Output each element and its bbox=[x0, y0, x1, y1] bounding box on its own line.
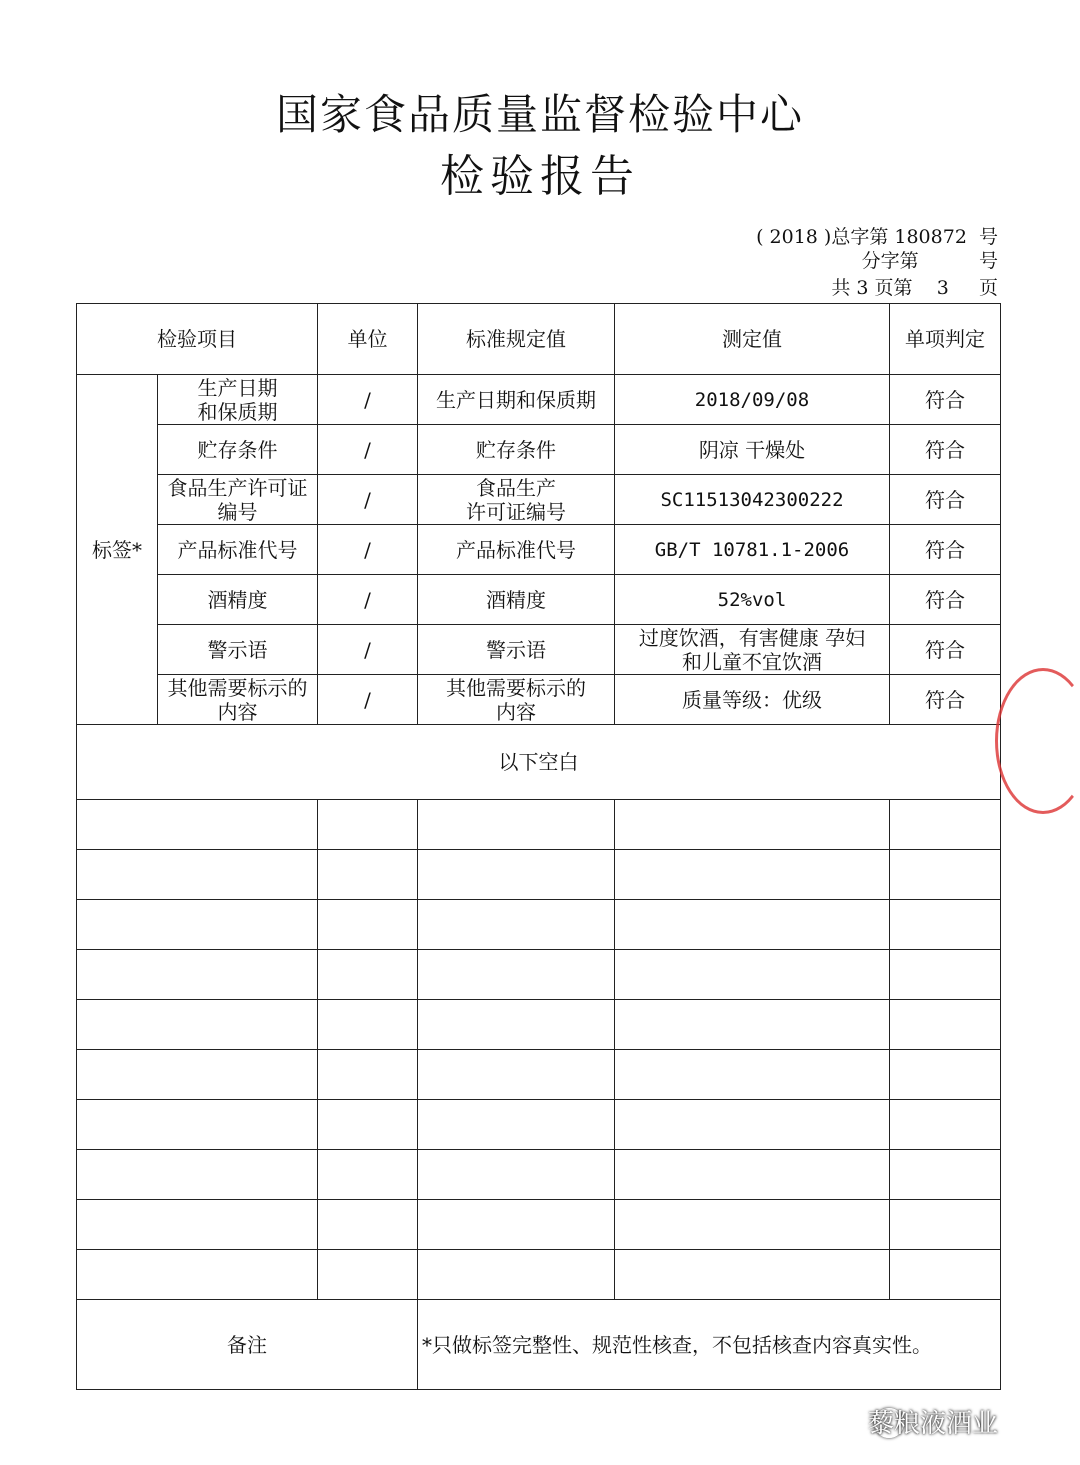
empty-cell bbox=[318, 850, 418, 900]
empty-cell bbox=[615, 850, 890, 900]
unit-cell: / bbox=[318, 575, 418, 625]
official-seal bbox=[995, 668, 1080, 814]
table-row bbox=[77, 425, 1001, 475]
empty-cell bbox=[318, 1000, 418, 1050]
empty-row bbox=[77, 850, 1001, 900]
empty-cell bbox=[77, 1050, 318, 1100]
center-title: 国家食品质量监督检验中心 bbox=[275, 90, 804, 139]
report-title: 检验报告 bbox=[440, 151, 640, 202]
standard-cell: 其他需要标示的 内容 bbox=[418, 675, 615, 725]
judgement-cell: 符合 bbox=[890, 625, 1001, 675]
empty-cell bbox=[77, 1000, 318, 1050]
header-unit: 单位 bbox=[318, 304, 418, 375]
empty-cell bbox=[418, 800, 615, 850]
group-label: 标签* bbox=[77, 375, 158, 725]
unit-cell: / bbox=[318, 475, 418, 525]
judgement-cell: 符合 bbox=[890, 425, 1001, 475]
standard-cell: 酒精度 bbox=[418, 575, 615, 625]
empty-cell bbox=[615, 800, 890, 850]
empty-cell bbox=[318, 1050, 418, 1100]
measured-cell: 阴凉 干燥处 bbox=[615, 425, 890, 475]
empty-row bbox=[77, 950, 1001, 1000]
table-row bbox=[77, 375, 1001, 425]
empty-cell bbox=[890, 1000, 1001, 1050]
standard-cell: 产品标准代号 bbox=[418, 525, 615, 575]
judgement-cell: 符合 bbox=[890, 525, 1001, 575]
empty-cell bbox=[890, 850, 1001, 900]
item-cell: 生产日期 和保质期 bbox=[158, 375, 318, 425]
standard-cell: 生产日期和保质期 bbox=[418, 375, 615, 425]
empty-cell bbox=[77, 1250, 318, 1300]
empty-cell bbox=[615, 1150, 890, 1200]
inspection-table bbox=[76, 303, 1001, 1390]
remark-text: *只做标签完整性、规范性核查，不包括核查内容真实性。 bbox=[418, 1300, 1001, 1390]
unit-cell: / bbox=[318, 425, 418, 475]
header-standard: 标准规定值 bbox=[418, 304, 615, 375]
table-row bbox=[77, 625, 1001, 675]
empty-row bbox=[77, 1000, 1001, 1050]
measured-cell: 质量等级：优级 bbox=[615, 675, 890, 725]
watermark: 藜粮液酒业 bbox=[868, 1409, 999, 1439]
empty-cell bbox=[77, 1100, 318, 1150]
empty-cell bbox=[615, 900, 890, 950]
empty-row bbox=[77, 1050, 1001, 1100]
empty-cell bbox=[615, 950, 890, 1000]
remark-row bbox=[77, 1300, 1001, 1390]
item-cell: 贮存条件 bbox=[158, 425, 318, 475]
empty-cell bbox=[318, 1100, 418, 1150]
empty-cell bbox=[77, 850, 318, 900]
empty-cell bbox=[890, 1250, 1001, 1300]
judgement-cell: 符合 bbox=[890, 475, 1001, 525]
unit-cell: / bbox=[318, 375, 418, 425]
empty-cell bbox=[890, 1050, 1001, 1100]
item-cell: 酒精度 bbox=[158, 575, 318, 625]
unit-cell: / bbox=[318, 625, 418, 675]
empty-cell bbox=[890, 900, 1001, 950]
table-body bbox=[77, 375, 1001, 1390]
empty-cell bbox=[418, 950, 615, 1000]
standard-cell: 贮存条件 bbox=[418, 425, 615, 475]
blank-note: 以下空白 bbox=[77, 725, 1001, 800]
empty-cell bbox=[318, 1250, 418, 1300]
empty-cell bbox=[318, 1200, 418, 1250]
empty-cell bbox=[318, 1150, 418, 1200]
standard-cell: 警示语 bbox=[418, 625, 615, 675]
table-row bbox=[77, 675, 1001, 725]
empty-cell bbox=[418, 1150, 615, 1200]
empty-cell bbox=[418, 1000, 615, 1050]
standard-cell: 食品生产 许可证编号 bbox=[418, 475, 615, 525]
judgement-cell: 符合 bbox=[890, 675, 1001, 725]
empty-cell bbox=[890, 1100, 1001, 1150]
measured-cell: 52%vol bbox=[615, 575, 890, 625]
empty-cell bbox=[615, 1000, 890, 1050]
empty-row bbox=[77, 1150, 1001, 1200]
sub-number: 分字第 号 bbox=[861, 250, 998, 272]
empty-cell bbox=[77, 1200, 318, 1250]
item-cell: 产品标准代号 bbox=[158, 525, 318, 575]
empty-cell bbox=[890, 1200, 1001, 1250]
empty-cell bbox=[318, 950, 418, 1000]
measured-cell: 2018/09/08 bbox=[615, 375, 890, 425]
empty-cell bbox=[77, 1150, 318, 1200]
empty-cell bbox=[318, 800, 418, 850]
table-row bbox=[77, 525, 1001, 575]
empty-cell bbox=[318, 900, 418, 950]
empty-cell bbox=[615, 1100, 890, 1150]
page-indicator: 共 3 页第 3 页 bbox=[831, 277, 998, 299]
item-cell: 警示语 bbox=[158, 625, 318, 675]
empty-cell bbox=[418, 850, 615, 900]
table-row bbox=[77, 475, 1001, 525]
empty-cell bbox=[615, 1200, 890, 1250]
unit-cell: / bbox=[318, 675, 418, 725]
measured-cell: SC11513042300222 bbox=[615, 475, 890, 525]
report-number: ( 2018 )总字第 180872 号 bbox=[756, 226, 998, 248]
empty-cell bbox=[418, 900, 615, 950]
empty-cell bbox=[418, 1200, 615, 1250]
empty-cell bbox=[615, 1050, 890, 1100]
empty-row bbox=[77, 1100, 1001, 1150]
empty-row bbox=[77, 1200, 1001, 1250]
empty-cell bbox=[890, 950, 1001, 1000]
empty-cell bbox=[890, 800, 1001, 850]
empty-row bbox=[77, 800, 1001, 850]
header-item: 检验项目 bbox=[77, 304, 318, 375]
blank-note-row bbox=[77, 725, 1001, 800]
item-cell: 其他需要标示的 内容 bbox=[158, 675, 318, 725]
empty-cell bbox=[890, 1150, 1001, 1200]
empty-row bbox=[77, 1250, 1001, 1300]
measured-cell: GB/T 10781.1-2006 bbox=[615, 525, 890, 575]
empty-cell bbox=[418, 1250, 615, 1300]
header-measured: 测定值 bbox=[615, 304, 890, 375]
empty-cell bbox=[615, 1250, 890, 1300]
measured-cell: 过度饮酒，有害健康 孕妇 和儿童不宜饮酒 bbox=[615, 625, 890, 675]
table-header bbox=[77, 304, 1001, 375]
empty-cell bbox=[418, 1050, 615, 1100]
table-row bbox=[77, 575, 1001, 625]
item-cell: 食品生产许可证 编号 bbox=[158, 475, 318, 525]
judgement-cell: 符合 bbox=[890, 375, 1001, 425]
remark-label: 备注 bbox=[77, 1300, 418, 1390]
header-judgement: 单项判定 bbox=[890, 304, 1001, 375]
empty-cell bbox=[77, 800, 318, 850]
unit-cell: / bbox=[318, 525, 418, 575]
empty-row bbox=[77, 900, 1001, 950]
judgement-cell: 符合 bbox=[890, 575, 1001, 625]
empty-cell bbox=[418, 1100, 615, 1150]
empty-cell bbox=[77, 900, 318, 950]
empty-cell bbox=[77, 950, 318, 1000]
